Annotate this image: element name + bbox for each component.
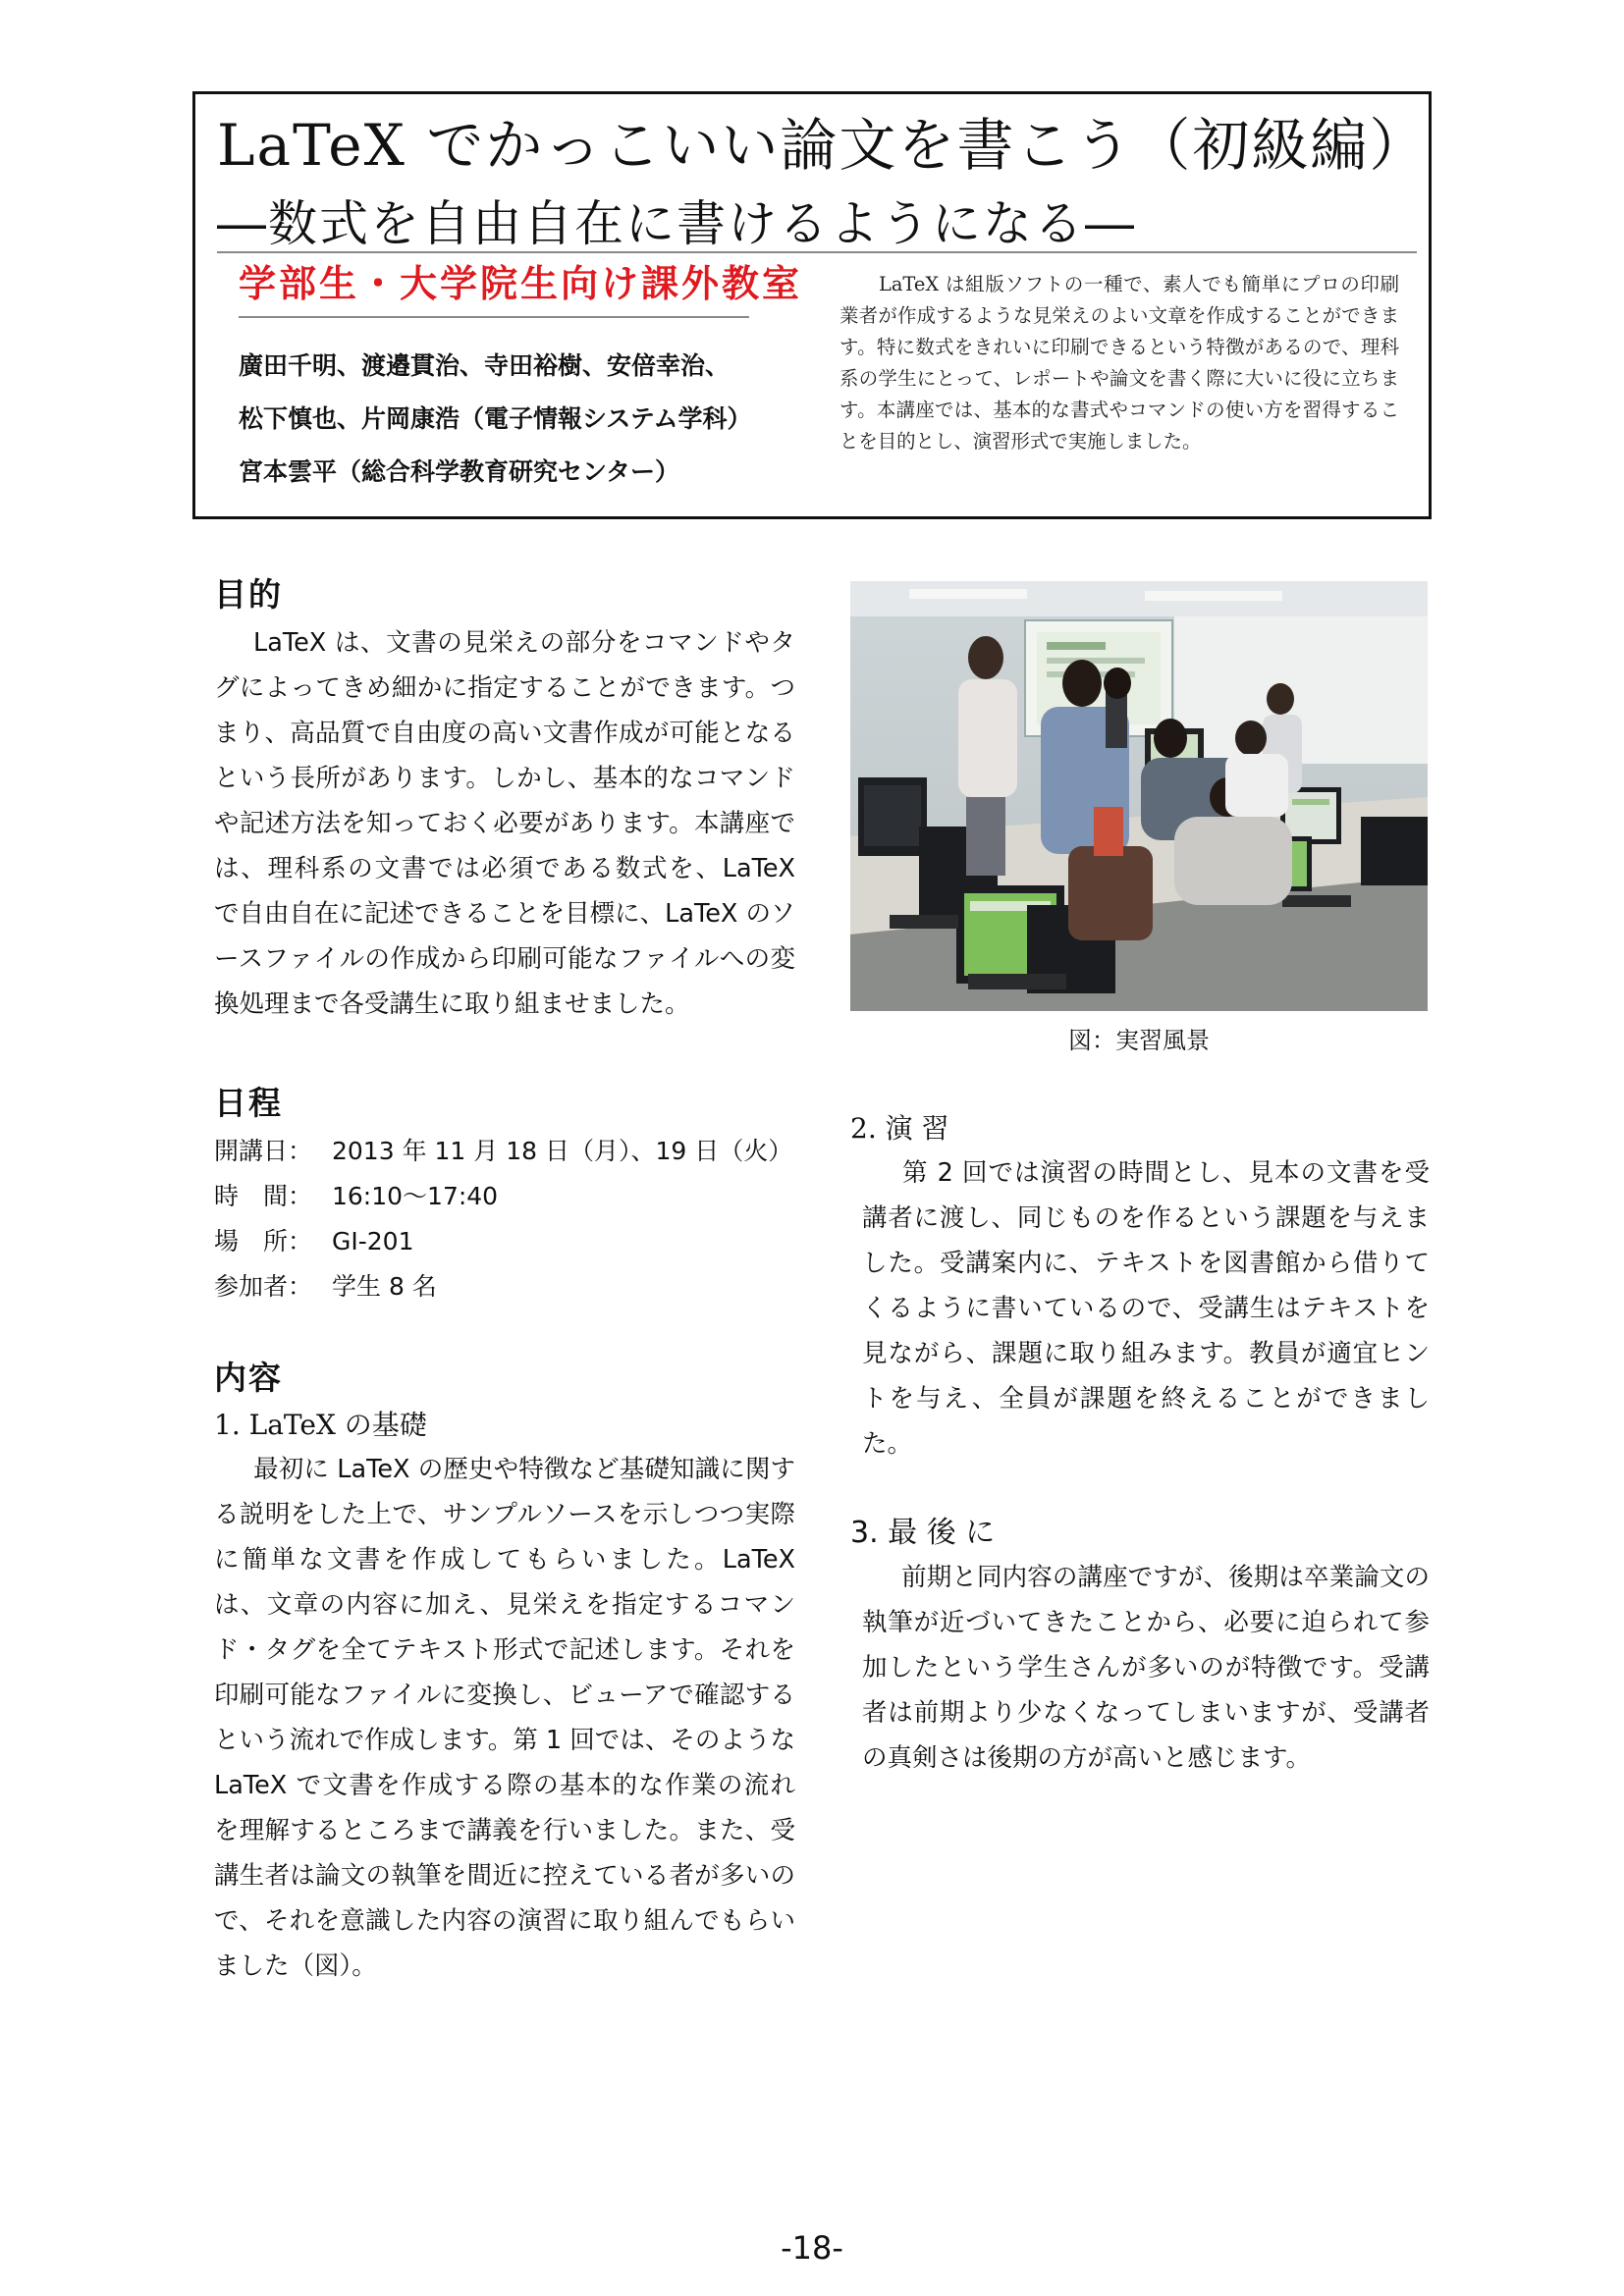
figure-caption: 図：実習風景 <box>1068 1027 1210 1054</box>
schedule-row <box>214 1129 795 1174</box>
section-heading-purpose: 目的 <box>214 575 283 614</box>
basics-paragraph <box>214 1447 795 1989</box>
title-divider <box>217 251 1417 253</box>
section-heading-content: 内容 <box>214 1359 283 1397</box>
author-line: 宮本雲平（総合科学教育研究センター） <box>239 457 680 486</box>
exercise-text: 第 2 回では演習の時間とし、見本の文書を受講者に渡し、同じものを作るという課題を与えました。受講案内に、テキストを図書館から借りてくるように書いているので、受講生はテキストを見ながら、課題に取り組みます。教員が適宜ヒントを与え、全員が課題を終えることができました。 <box>862 1158 1430 1459</box>
schedule-key: 時 間： <box>214 1182 313 1210</box>
left-column <box>214 569 795 1989</box>
schedule-row <box>214 1264 795 1309</box>
author-line: 松下慎也、片岡康浩（電子情報システム学科） <box>239 404 752 433</box>
abstract <box>839 269 1399 457</box>
schedule-row <box>214 1174 795 1219</box>
page-subtitle: ―数式を自由自在に書けるようになる― <box>217 195 1136 252</box>
subsection-heading-final: 3. 最 後 に <box>850 1516 996 1550</box>
purpose-paragraph <box>214 620 795 1027</box>
schedule-key: 参加者： <box>214 1272 313 1301</box>
practice-photo <box>850 581 1428 1011</box>
subsection-heading-basics: 1. LaTeX の基礎 <box>214 1409 427 1441</box>
audience-label: 学部生・大学院生向け課外教室 <box>239 262 803 305</box>
page-title: LaTeX でかっこいい論文を書こう（初級編） <box>217 112 1429 179</box>
schedule-value: GI-201 <box>332 1227 414 1255</box>
title-box <box>192 91 1432 519</box>
section-heading-schedule: 日程 <box>214 1084 283 1122</box>
schedule-key: 開講日： <box>214 1137 313 1165</box>
right-column <box>850 1107 1430 1781</box>
page-number: -18- <box>781 2229 843 2267</box>
schedule-value: 学生 8 名 <box>332 1272 437 1301</box>
basics-text: 最初に LaTeX の歴史や特徴など基礎知識に関する説明をした上で、サンプルソースを示しつつ実際に簡単な文書を作成してもらいました。LaTeX は、文章の内容に加え、見栄えを指定するコマンド・タグを全てテキスト形式で記述します。それを印刷可能なファイルに変換し、ビューアで確認するという流れで作成します。第 1 回では、そのような LaTeX で文書を作成する際の基本的な作業の流れを理解するところまで講義を行いました。また、受講生者は論文の執筆を間近に控えている者が多いので、それを意識した内容の演習に取り組んでもらいました（図）。 <box>214 1455 795 1981</box>
final-paragraph <box>850 1555 1430 1781</box>
abstract-text: LaTeX は組版ソフトの一種で、素人でも簡単にプロの印刷業者が作成するような見栄えのよい文章を作成することができます。特に数式をきれいに印刷できるという特徴があるので、理科系の学生にとって、レポートや論文を書く際に大いに役に立ちます。本講座では、基本的な書式やコマンドの使い方を習得することを目的とし、演習形式で実施しました。 <box>839 273 1399 453</box>
exercise-paragraph <box>850 1150 1430 1467</box>
audience-divider <box>239 316 749 318</box>
final-text: 前期と同内容の講座ですが、後期は卒業論文の執筆が近づいてきたことから、必要に迫られて参加したという学生さんが多いのが特徴です。受講者は前期より少なくなってしまいますが、受講者の真剣さは後期の方が高いと感じます。 <box>862 1563 1430 1773</box>
subsection-heading-exercise: 2. 演 習 <box>850 1112 949 1145</box>
schedule-row <box>214 1219 795 1264</box>
schedule-value: 2013 年 11 月 18 日（月）、19 日（火） <box>332 1137 793 1165</box>
author-line: 廣田千明、渡邉貫治、寺田裕樹、安倍幸治、 <box>239 351 731 380</box>
schedule-key: 場 所： <box>214 1227 313 1255</box>
schedule-value: 16:10～17:40 <box>332 1182 499 1210</box>
purpose-text: LaTeX は、文書の見栄えの部分をコマンドやタグによってきめ細かに指定することができます。つまり、高品質で自由度の高い文書作成が可能となるという長所があります。しかし、基本的なコマンドや記述方法を知っておく必要があります。本講座では、理科系の文書では必須である数式を、LaTeX で自由自在に記述できることを目標に、LaTeX のソースファイルの作成から印刷可能なファイルへの変換処理まで各受講生に取り組ませました。 <box>214 628 795 1019</box>
author-list <box>239 340 828 499</box>
